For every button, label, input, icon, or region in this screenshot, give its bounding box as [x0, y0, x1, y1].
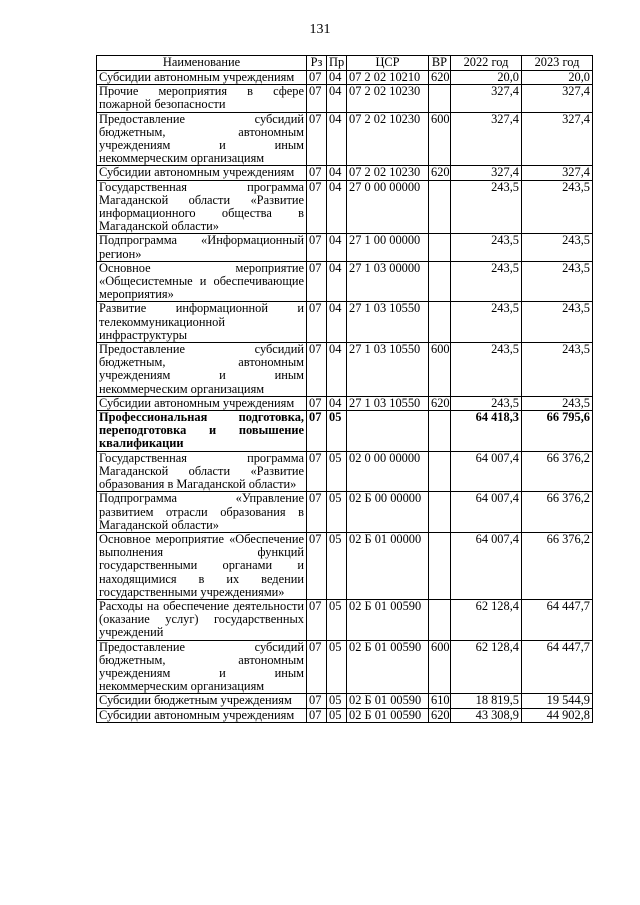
- cell-pr: 04: [327, 71, 347, 85]
- table-row: [97, 411, 593, 452]
- cell-2022: 243,5: [451, 343, 522, 397]
- cell-2022: 18 819,5: [451, 694, 522, 708]
- page-number: 131: [309, 22, 331, 37]
- header-2023: 2023 год: [522, 56, 593, 71]
- cell-vr: [429, 234, 451, 261]
- header-row: [97, 56, 593, 71]
- header-csr: ЦСР: [347, 56, 429, 71]
- cell-name: Расходы на обеспечение деятельности (оказание услуг) государственных учреждений: [97, 599, 307, 640]
- cell-name: Профессиональная подготовка, переподготовка и повышение квалификации: [97, 411, 307, 452]
- cell-csr: 02 Б 01 00000: [347, 532, 429, 599]
- cell-2023: 19 544,9: [522, 694, 593, 708]
- cell-vr: [429, 411, 451, 452]
- cell-rz: 07: [307, 343, 327, 397]
- table-row: [97, 261, 593, 302]
- table-row: [97, 112, 593, 166]
- table-row: [97, 599, 593, 640]
- cell-pr: 05: [327, 492, 347, 533]
- cell-2023: 243,5: [522, 261, 593, 302]
- cell-rz: 07: [307, 451, 327, 492]
- cell-pr: 04: [327, 302, 347, 343]
- cell-2022: 243,5: [451, 234, 522, 261]
- cell-vr: 600: [429, 343, 451, 397]
- cell-2023: 243,5: [522, 396, 593, 410]
- cell-csr: 07 2 02 10230: [347, 166, 429, 180]
- cell-2023: 327,4: [522, 85, 593, 112]
- cell-pr: 04: [327, 180, 347, 234]
- cell-rz: 07: [307, 640, 327, 694]
- header-vr: ВР: [429, 56, 451, 71]
- cell-vr: 620: [429, 71, 451, 85]
- cell-name: Предоставление субсидий бюджетным, автономным учреждениям и иным некоммерческим организациям: [97, 343, 307, 397]
- cell-csr: 02 Б 00 00000: [347, 492, 429, 533]
- cell-csr: 27 1 03 10550: [347, 302, 429, 343]
- cell-pr: 04: [327, 261, 347, 302]
- cell-2022: 64 007,4: [451, 532, 522, 599]
- cell-csr: 27 1 03 10550: [347, 396, 429, 410]
- table-row: [97, 532, 593, 599]
- table-row: [97, 166, 593, 180]
- budget-table: [96, 55, 593, 723]
- cell-2023: 243,5: [522, 180, 593, 234]
- cell-pr: 05: [327, 532, 347, 599]
- cell-name: Основное мероприятие «Общесистемные и обеспечивающие мероприятия»: [97, 261, 307, 302]
- cell-pr: 04: [327, 112, 347, 166]
- cell-csr: 02 Б 01 00590: [347, 599, 429, 640]
- cell-name: Подпрограмма «Информационный регион»: [97, 234, 307, 261]
- cell-pr: 05: [327, 694, 347, 708]
- cell-rz: 07: [307, 532, 327, 599]
- cell-2022: 243,5: [451, 302, 522, 343]
- cell-2023: 64 447,7: [522, 640, 593, 694]
- cell-2023: 327,4: [522, 112, 593, 166]
- cell-vr: [429, 180, 451, 234]
- table-row: [97, 302, 593, 343]
- cell-pr: 04: [327, 234, 347, 261]
- cell-csr: 27 1 00 00000: [347, 234, 429, 261]
- cell-name: Развитие информационной и телекоммуникационной инфраструктуры: [97, 302, 307, 343]
- cell-rz: 07: [307, 396, 327, 410]
- cell-2022: 62 128,4: [451, 640, 522, 694]
- cell-2022: 243,5: [451, 396, 522, 410]
- cell-csr: 02 Б 01 00590: [347, 694, 429, 708]
- cell-csr: 27 1 03 00000: [347, 261, 429, 302]
- cell-vr: [429, 492, 451, 533]
- cell-2022: 327,4: [451, 112, 522, 166]
- cell-vr: 600: [429, 640, 451, 694]
- cell-pr: 05: [327, 451, 347, 492]
- cell-rz: 07: [307, 85, 327, 112]
- cell-pr: 04: [327, 396, 347, 410]
- cell-rz: 07: [307, 302, 327, 343]
- cell-csr: 02 Б 01 00590: [347, 640, 429, 694]
- cell-2023: 243,5: [522, 234, 593, 261]
- cell-rz: 07: [307, 166, 327, 180]
- cell-rz: 07: [307, 234, 327, 261]
- cell-rz: 07: [307, 411, 327, 452]
- table-row: [97, 85, 593, 112]
- cell-2022: 64 418,3: [451, 411, 522, 452]
- table-row: [97, 694, 593, 708]
- cell-pr: 04: [327, 85, 347, 112]
- cell-csr: 27 0 00 00000: [347, 180, 429, 234]
- cell-rz: 07: [307, 261, 327, 302]
- table-row: [97, 396, 593, 410]
- header-pr: Пр: [327, 56, 347, 71]
- cell-2022: 327,4: [451, 166, 522, 180]
- table-row: [97, 640, 593, 694]
- table-row: [97, 180, 593, 234]
- cell-2023: 243,5: [522, 343, 593, 397]
- cell-vr: [429, 85, 451, 112]
- cell-rz: 07: [307, 112, 327, 166]
- cell-csr: 02 Б 01 00590: [347, 708, 429, 722]
- cell-2023: 64 447,7: [522, 599, 593, 640]
- cell-2023: 243,5: [522, 302, 593, 343]
- cell-2023: 20,0: [522, 71, 593, 85]
- cell-2022: 243,5: [451, 261, 522, 302]
- cell-name: Субсидии автономным учреждениям: [97, 71, 307, 85]
- cell-name: Субсидии бюджетным учреждениям: [97, 694, 307, 708]
- cell-vr: 620: [429, 396, 451, 410]
- cell-2022: 64 007,4: [451, 492, 522, 533]
- cell-csr: 07 2 02 10230: [347, 85, 429, 112]
- cell-csr: 27 1 03 10550: [347, 343, 429, 397]
- cell-name: Государственная программа Магаданской области «Развитие образования в Магаданской области»: [97, 451, 307, 492]
- cell-pr: 04: [327, 343, 347, 397]
- cell-name: Субсидии автономным учреждениям: [97, 708, 307, 722]
- cell-vr: [429, 451, 451, 492]
- table-row: [97, 451, 593, 492]
- cell-2022: 62 128,4: [451, 599, 522, 640]
- cell-2022: 43 308,9: [451, 708, 522, 722]
- cell-vr: 620: [429, 708, 451, 722]
- cell-name: Государственная программа Магаданской области «Развитие информационного общества в Магаданской области»: [97, 180, 307, 234]
- cell-pr: 05: [327, 708, 347, 722]
- table-body: [97, 71, 593, 723]
- cell-vr: [429, 532, 451, 599]
- cell-rz: 07: [307, 71, 327, 85]
- cell-name: Прочие мероприятия в сфере пожарной безопасности: [97, 85, 307, 112]
- cell-name: Предоставление субсидий бюджетным, автономным учреждениям и иным некоммерческим организациям: [97, 640, 307, 694]
- cell-2023: 66 376,2: [522, 451, 593, 492]
- cell-vr: [429, 302, 451, 343]
- cell-2023: 327,4: [522, 166, 593, 180]
- table-row: [97, 492, 593, 533]
- cell-2023: 66 795,6: [522, 411, 593, 452]
- cell-2022: 243,5: [451, 180, 522, 234]
- cell-rz: 07: [307, 180, 327, 234]
- cell-pr: 05: [327, 599, 347, 640]
- cell-rz: 07: [307, 708, 327, 722]
- cell-vr: 610: [429, 694, 451, 708]
- cell-csr: [347, 411, 429, 452]
- cell-name: Субсидии автономным учреждениям: [97, 166, 307, 180]
- cell-2023: 66 376,2: [522, 492, 593, 533]
- cell-name: Субсидии автономным учреждениям: [97, 396, 307, 410]
- cell-vr: 620: [429, 166, 451, 180]
- cell-csr: 02 0 00 00000: [347, 451, 429, 492]
- cell-vr: [429, 599, 451, 640]
- cell-vr: [429, 261, 451, 302]
- cell-vr: 600: [429, 112, 451, 166]
- cell-2022: 20,0: [451, 71, 522, 85]
- cell-csr: 07 2 02 10210: [347, 71, 429, 85]
- header-rz: Рз: [307, 56, 327, 71]
- cell-2022: 64 007,4: [451, 451, 522, 492]
- cell-name: Предоставление субсидий бюджетным, автономным учреждениям и иным некоммерческим организациям: [97, 112, 307, 166]
- cell-pr: 05: [327, 411, 347, 452]
- table-row: [97, 71, 593, 85]
- header-2022: 2022 год: [451, 56, 522, 71]
- cell-2023: 66 376,2: [522, 532, 593, 599]
- cell-pr: 04: [327, 166, 347, 180]
- cell-pr: 05: [327, 640, 347, 694]
- table-row: [97, 343, 593, 397]
- cell-name: Основное мероприятие «Обеспечение выполнения функций государственными органами и находящимися в их ведении государственными учреждениями»: [97, 532, 307, 599]
- cell-2023: 44 902,8: [522, 708, 593, 722]
- cell-rz: 07: [307, 492, 327, 533]
- cell-csr: 07 2 02 10230: [347, 112, 429, 166]
- cell-rz: 07: [307, 694, 327, 708]
- table-row: [97, 708, 593, 722]
- header-name: Наименование: [97, 56, 307, 71]
- cell-name: Подпрограмма «Управление развитием отрасли образования в Магаданской области»: [97, 492, 307, 533]
- cell-rz: 07: [307, 599, 327, 640]
- table-row: [97, 234, 593, 261]
- cell-2022: 327,4: [451, 85, 522, 112]
